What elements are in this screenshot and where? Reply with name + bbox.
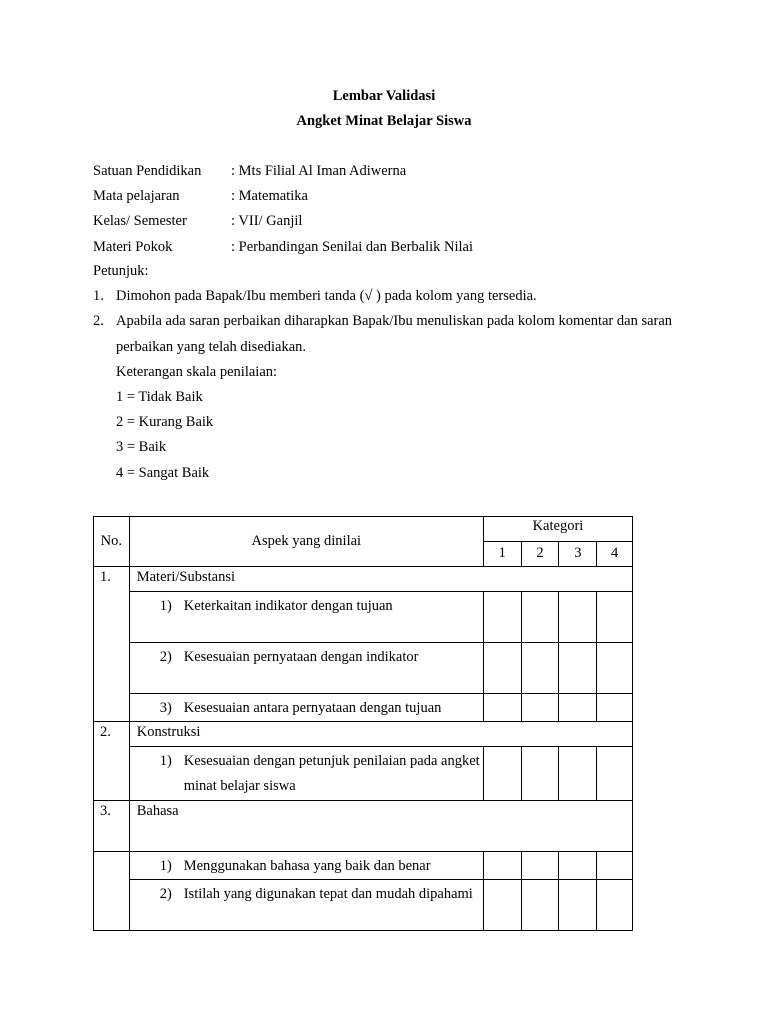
aspect-item (130, 694, 483, 721)
aspect-cell (129, 643, 483, 694)
aspect-number: 2) (159, 649, 172, 665)
info-label: Kelas/ Semester (93, 213, 187, 230)
scale-item: 4 = Sangat Baik (116, 464, 210, 481)
rating-cell-2[interactable] (521, 879, 559, 930)
rating-cell-2[interactable] (521, 592, 559, 643)
header-aspek: Aspek yang dinilai (129, 517, 483, 567)
info-block (93, 159, 693, 260)
aspect-number: 3) (159, 700, 172, 716)
info-row-materi (93, 235, 693, 260)
aspect-item (130, 643, 483, 670)
scale-item: 1 = Tidak Baik (116, 389, 203, 406)
aspect-cell (129, 592, 483, 643)
rating-cell-1[interactable] (483, 643, 521, 694)
rating-cell-3[interactable] (559, 643, 597, 694)
aspect-text: Kesesuaian antara pernyataan dengan tujuan (183, 700, 442, 716)
header-kategori: Kategori (483, 517, 632, 542)
rating-cell-3[interactable] (559, 694, 597, 722)
instructions-heading: Petunjuk: (93, 263, 149, 279)
rating-cell-1[interactable] (483, 851, 521, 879)
section-number: 2. (94, 722, 130, 800)
header-kategori-1: 1 (483, 542, 521, 567)
rating-cell-2[interactable] (521, 643, 559, 694)
info-value: : Mts Filial Al Iman Adiwerna (231, 163, 407, 179)
info-row-satuan (93, 159, 693, 184)
aspect-cell (129, 851, 483, 879)
aspect-cell (129, 879, 483, 930)
aspect-number: 1) (159, 857, 172, 874)
aspect-item (130, 592, 483, 619)
scale-item: 3 = Baik (116, 439, 167, 456)
rating-cell-2[interactable] (521, 851, 559, 879)
header-kategori-3: 3 (559, 542, 597, 567)
rating-cell-4[interactable] (597, 592, 633, 643)
info-label: Mata pelajaran (93, 188, 180, 205)
section-title: Konstruksi (129, 722, 632, 747)
rating-cell-4[interactable] (597, 851, 633, 879)
info-label: Satuan Pendidikan (93, 163, 202, 179)
section-number: 1. (94, 567, 130, 722)
section-title: Materi/Substansi (129, 567, 632, 592)
aspect-text: Istilah yang digunakan tepat dan mudah dipahami (183, 885, 473, 902)
header-kategori-2: 2 (521, 542, 559, 567)
section-number: 3. (94, 800, 130, 851)
rating-cell-1[interactable] (483, 747, 521, 800)
info-value: : Perbandingan Senilai dan Berbalik Nilai (231, 238, 474, 255)
rating-cell-3[interactable] (559, 851, 597, 879)
section-number-blank (94, 851, 130, 930)
rating-cell-1[interactable] (483, 879, 521, 930)
info-value: : VII/ Ganjil (231, 213, 303, 230)
rating-cell-1[interactable] (483, 592, 521, 643)
aspect-cell (129, 694, 483, 722)
aspect-item (130, 880, 483, 907)
rating-cell-4[interactable] (597, 694, 633, 722)
aspect-number: 1) (159, 598, 172, 614)
info-row-mapel (93, 184, 693, 209)
rating-cell-4[interactable] (597, 879, 633, 930)
scale-item: 2 = Kurang Baik (116, 414, 214, 431)
aspect-item (130, 747, 483, 799)
rating-cell-4[interactable] (597, 643, 633, 694)
instruction-number: 1. (93, 288, 104, 305)
aspect-text: Kesesuaian dengan petunjuk penilaian pada angket minat belajar siswa (183, 753, 480, 795)
aspect-text: Keterkaitan indikator dengan tujuan (183, 598, 393, 614)
info-row-kelas (93, 209, 693, 234)
rating-cell-2[interactable] (521, 694, 559, 722)
document-title: Lembar Validasi (332, 88, 436, 104)
header-kategori-4: 4 (597, 542, 633, 567)
instructions-block (93, 259, 693, 486)
instruction-text: Apabila ada saran perbaikan diharapkan Bapak/Ibu menuliskan pada kolom komentar dan saran perbaikan yang telah disediakan. (116, 313, 673, 355)
aspect-cell (129, 747, 483, 800)
instruction-item (93, 309, 693, 359)
rating-cell-3[interactable] (559, 592, 597, 643)
aspect-number: 1) (159, 753, 172, 770)
instruction-text: Dimohon pada Bapak/Ibu memberi tanda (√ ) pada kolom yang tersedia. (116, 288, 537, 305)
info-value: : Matematika (231, 188, 308, 205)
scale-heading: Keterangan skala penilaian: (116, 363, 278, 380)
instruction-number: 2. (93, 313, 104, 330)
rating-cell-4[interactable] (597, 747, 633, 800)
aspect-text: Menggunakan bahasa yang baik dan benar (183, 857, 431, 874)
rating-cell-3[interactable] (559, 747, 597, 800)
aspect-text: Kesesuaian pernyataan dengan indikator (183, 649, 419, 665)
info-label: Materi Pokok (93, 238, 173, 255)
document-subtitle: Angket Minat Belajar Siswa (296, 113, 472, 129)
instruction-item (93, 284, 693, 309)
rating-cell-1[interactable] (483, 694, 521, 722)
rating-cell-3[interactable] (559, 879, 597, 930)
aspect-number: 2) (159, 885, 172, 902)
rating-cell-2[interactable] (521, 747, 559, 800)
validation-table (93, 516, 633, 931)
aspect-item (130, 852, 483, 879)
header-no: No. (94, 517, 130, 567)
section-title: Bahasa (129, 800, 632, 851)
